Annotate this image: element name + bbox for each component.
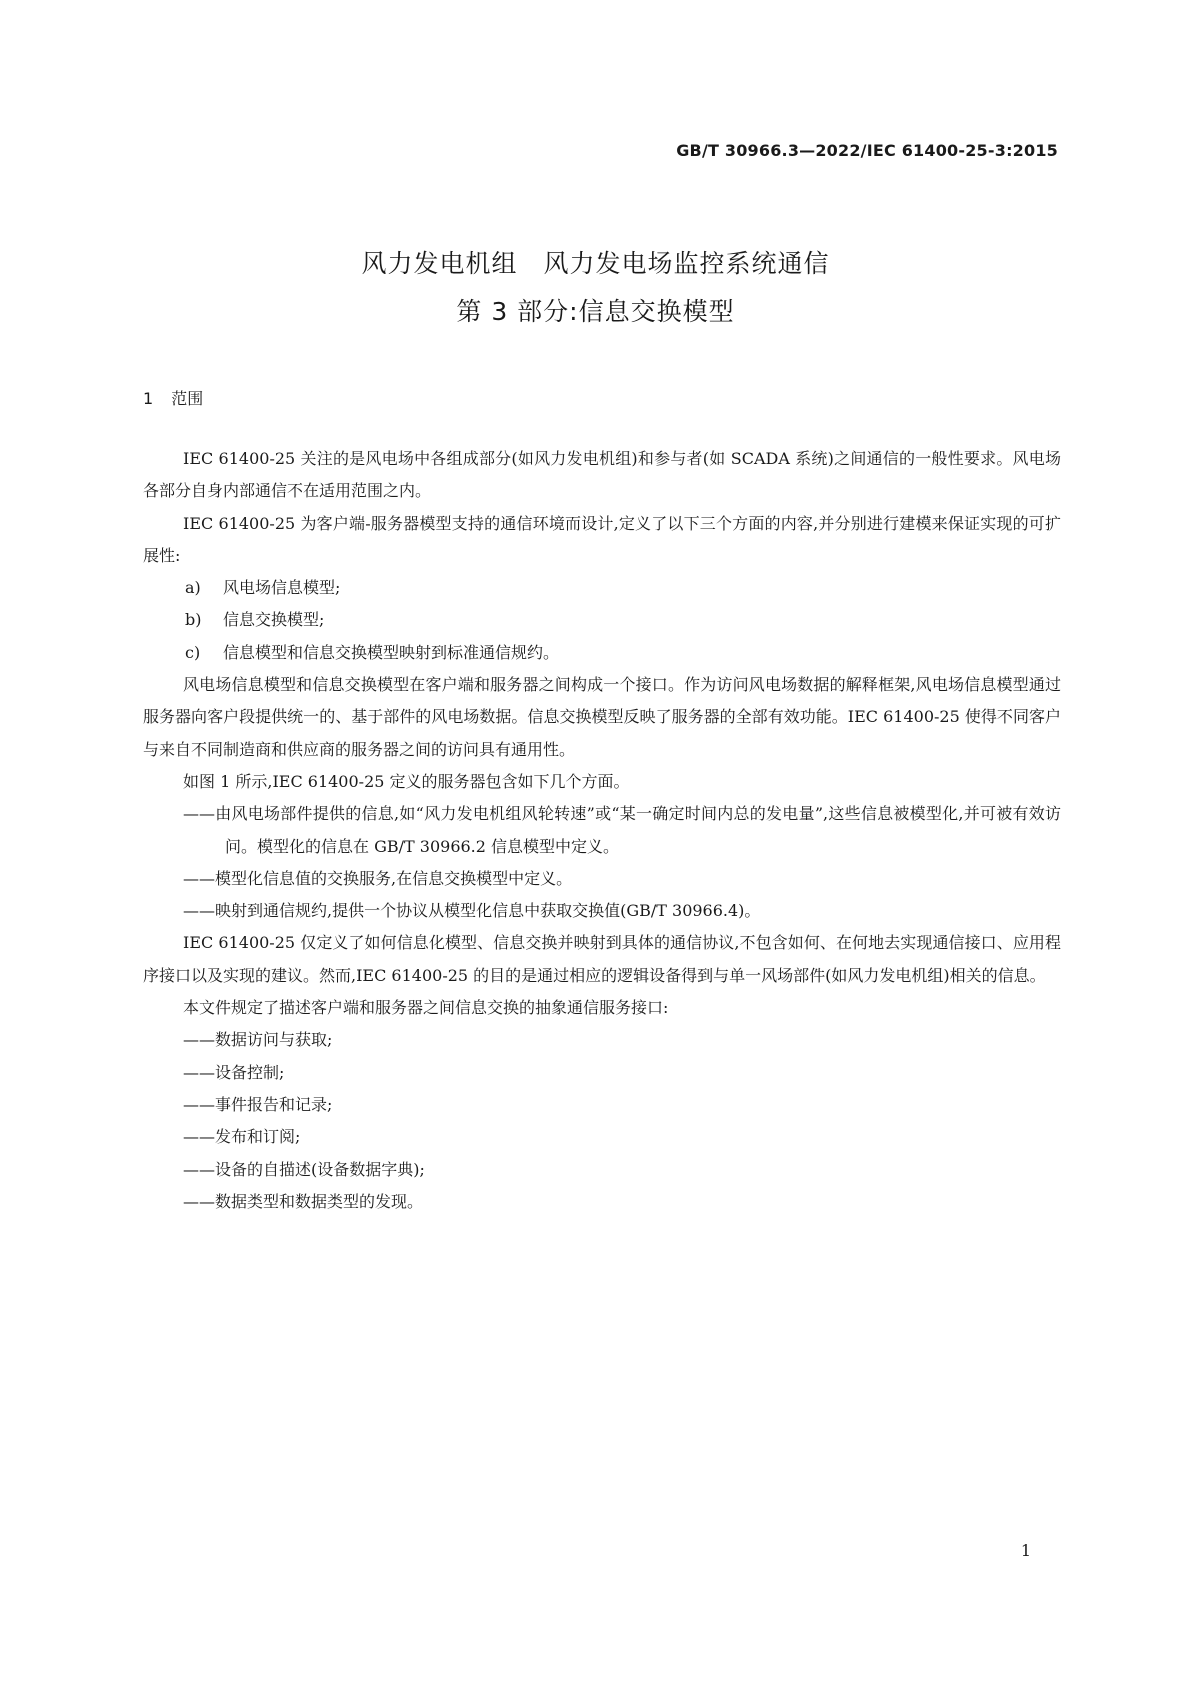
dash-list-item: ——映射到通信规约,提供一个协议从模型化信息中获取交换值(GB/T 30966.4)。 [183, 901, 761, 921]
dash-list-item: ——发布和订阅; [183, 1127, 301, 1147]
dash-list-item: ——数据访问与获取; [183, 1030, 333, 1050]
list-item-text: 信息交换模型; [223, 610, 325, 630]
paragraph-3: 风电场信息模型和信息交换模型在客户端和服务器之间构成一个接口。作为访问风电场数据的解释框架,风电场信息模型通过服务器向客户段提供统一的、基于部件的风电场数据。信息交换模型反映了服务器的全部有效功能。IEC 61400-25 使得不同客户与来自不同制造商和供应商的服务器之间的访问具有通用性。 [143, 675, 1061, 759]
dash-list-item: ——数据类型和数据类型的发现。 [183, 1191, 424, 1211]
section-number: 1 [143, 389, 154, 408]
page-number: 1 [1020, 1541, 1031, 1560]
list-marker: c) [185, 642, 201, 662]
list-marker: b) [185, 610, 202, 630]
paragraph-6: 本文件规定了描述客户端和服务器之间信息交换的抽象通信服务接口: [183, 998, 669, 1018]
title-line-1: 风力发电机组 风力发电场监控系统通信 [361, 249, 830, 278]
paragraph-4: 如图 1 所示,IEC 61400-25 定义的服务器包含如下几个方面。 [183, 771, 630, 791]
dash-list-item: ——由风电场部件提供的信息,如“风力发电机组风轮转速”或“某一确定时间内总的发电量”,这些信息被模型化,并可被有效访问。模型化的信息在 GB/T 30966.2 信息模型中定义。 [183, 804, 1061, 856]
list-item-text: 信息模型和信息交换模型映射到标准通信规约。 [223, 642, 560, 662]
dash-list-item: ——事件报告和记录; [183, 1094, 333, 1114]
dash-list-item: ——模型化信息值的交换服务,在信息交换模型中定义。 [183, 868, 573, 888]
document-title [0, 240, 1191, 336]
list-item [143, 604, 1061, 636]
title-line-2: 第 3 部分:信息交换模型 [456, 297, 735, 326]
paragraph-2: IEC 61400-25 为客户端-服务器模型支持的通信环境而设计,定义了以下三个方面的内容,并分别进行建模来保证实现的可扩展性: [143, 513, 1061, 565]
dash-list-item: ——设备的自描述(设备数据字典); [183, 1159, 425, 1179]
section-title: 范围 [171, 389, 204, 408]
paragraph-5: IEC 61400-25 仅定义了如何信息化模型、信息交换并映射到具体的通信协议,不包含如何、在何地去实现通信接口、应用程序接口以及实现的建议。然而,IEC 61400-25 的目的是通过相应的逻辑设备得到与单一风场部件(如风力发电机组)相关的信息。 [143, 933, 1061, 985]
list-item [143, 572, 1061, 604]
list-marker: a) [185, 578, 201, 598]
standard-number-header: GB/T 30966.3—2022/IEC 61400-25-3:2015 [676, 141, 1058, 160]
section-heading [143, 386, 203, 409]
paragraph-1: IEC 61400-25 关注的是风电场中各组成部分(如风力发电机组)和参与者(如 SCADA 系统)之间通信的一般性要求。风电场各部分自身内部通信不在适用范围之内。 [143, 449, 1061, 501]
list-item [143, 637, 1061, 669]
section-body [143, 443, 1061, 1218]
list-item-text: 风电场信息模型; [223, 578, 341, 598]
dash-list-item: ——设备控制; [183, 1062, 285, 1082]
